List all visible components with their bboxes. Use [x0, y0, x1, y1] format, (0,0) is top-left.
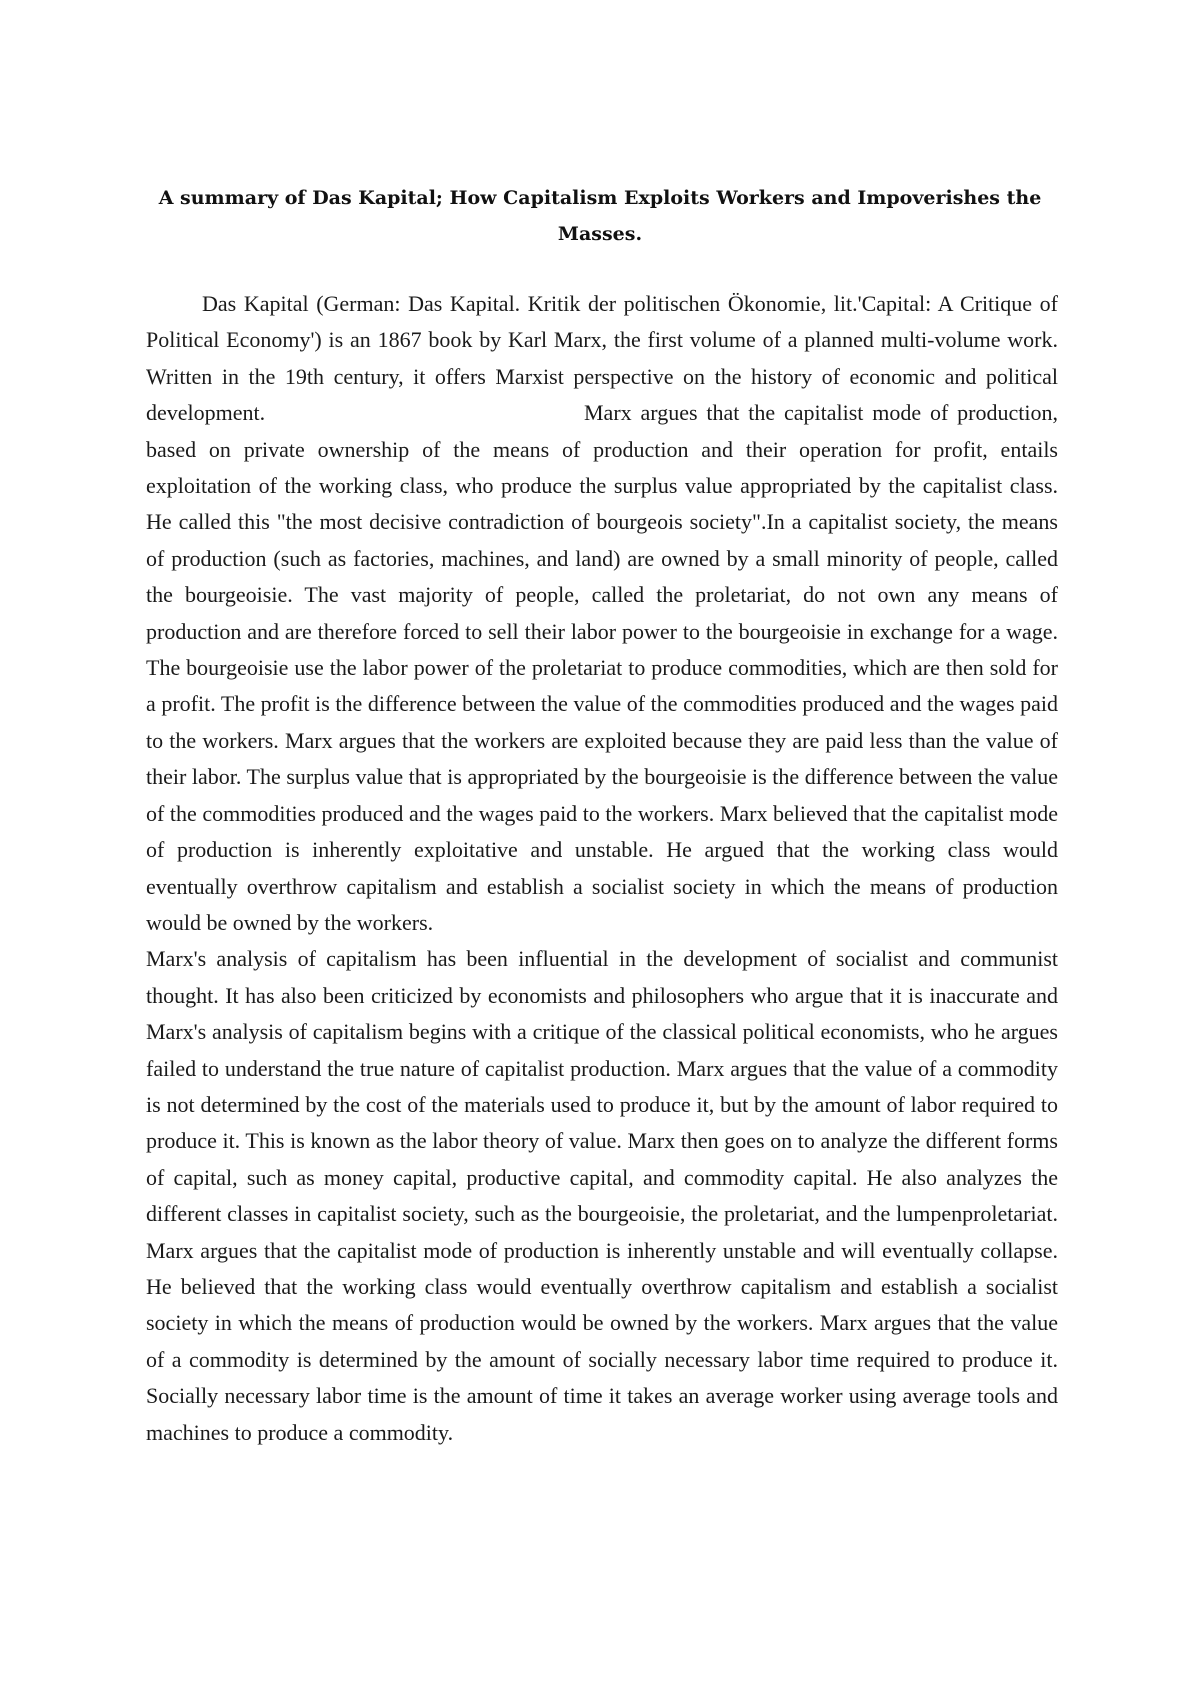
- paragraph-2: Marx's analysis of capitalism has been influential in the development of socialist and communist thought. It has also been criticized by economists and philosophers who argue that it is inaccurate and Marx's analysis of capitalism begins with a critique of the classical political economists, who he argues failed to understand the true nature of capitalist production. Marx argues that the value of a commodity is not determined by the cost of the materials used to produce it, but by the amount of labor required to produce it. This is known as the labor theory of value. Marx then goes on to analyze the different forms of capital, such as money capital, productive capital, and commodity capital. He also analyzes the different classes in capitalist society, such as the bourgeoisie, the proletariat, and the lumpenproletariat. Marx argues that the capitalist mode of production is inherently unstable and will eventually collapse. He believed that the working class would eventually overthrow capitalism and establish a socialist society in which the means of production would be owned by the workers. Marx argues that the value of a commodity is determined by the amount of socially necessary labor time required to produce it. Socially necessary labor time is the amount of time it takes an average worker using average tools and machines to produce a commodity.: [146, 946, 1058, 1445]
- document-body: [146, 286, 1058, 1451]
- document-title: A summary of Das Kapital; How Capitalism Exploits Workers and Impoverishes the Masses.: [158, 187, 1042, 245]
- paragraph-1: [146, 286, 1058, 941]
- paragraph-1-argument: Marx argues that the capitalist mode of production, based on private ownership of the means of production and their operation for profit, entails exploitation of the working class, who produce the surplus value appropriated by the capitalist class. He called this "the most decisive contradiction of bourgeois society".In a capitalist society, the means of production (such as factories, machines, and land) are owned by a small minority of people, called the bourgeoisie. The vast majority of people, called the proletariat, do not own any means of production and are therefore forced to sell their labor power to the bourgeoisie in exchange for a wage. The bourgeoisie use the labor power of the proletariat to produce commodities, which are then sold for a profit. The profit is the difference between the value of the commodities produced and the wages paid to the workers. Marx argues that the workers are exploited because they are paid less than the value of their labor. The surplus value that is appropriated by the bourgeoisie is the difference between the value of the commodities produced and the wages paid to the workers. Marx believed that the capitalist mode of production is inherently exploitative and unstable. He argued that the working class would eventually overthrow capitalism and establish a socialist society in which the means of production would be owned by the workers.: [146, 400, 1058, 935]
- paragraph-1-intro: Das Kapital (German: Das Kapital. Kritik der politischen Ökonomie, lit.'Capital: A Critique of Political Economy') is an 1867 book by Karl Marx, the first volume of a planned multi-volume work. Written in the 19th century, it offers Marxist perspective on the history of economic and political development.: [146, 291, 1058, 426]
